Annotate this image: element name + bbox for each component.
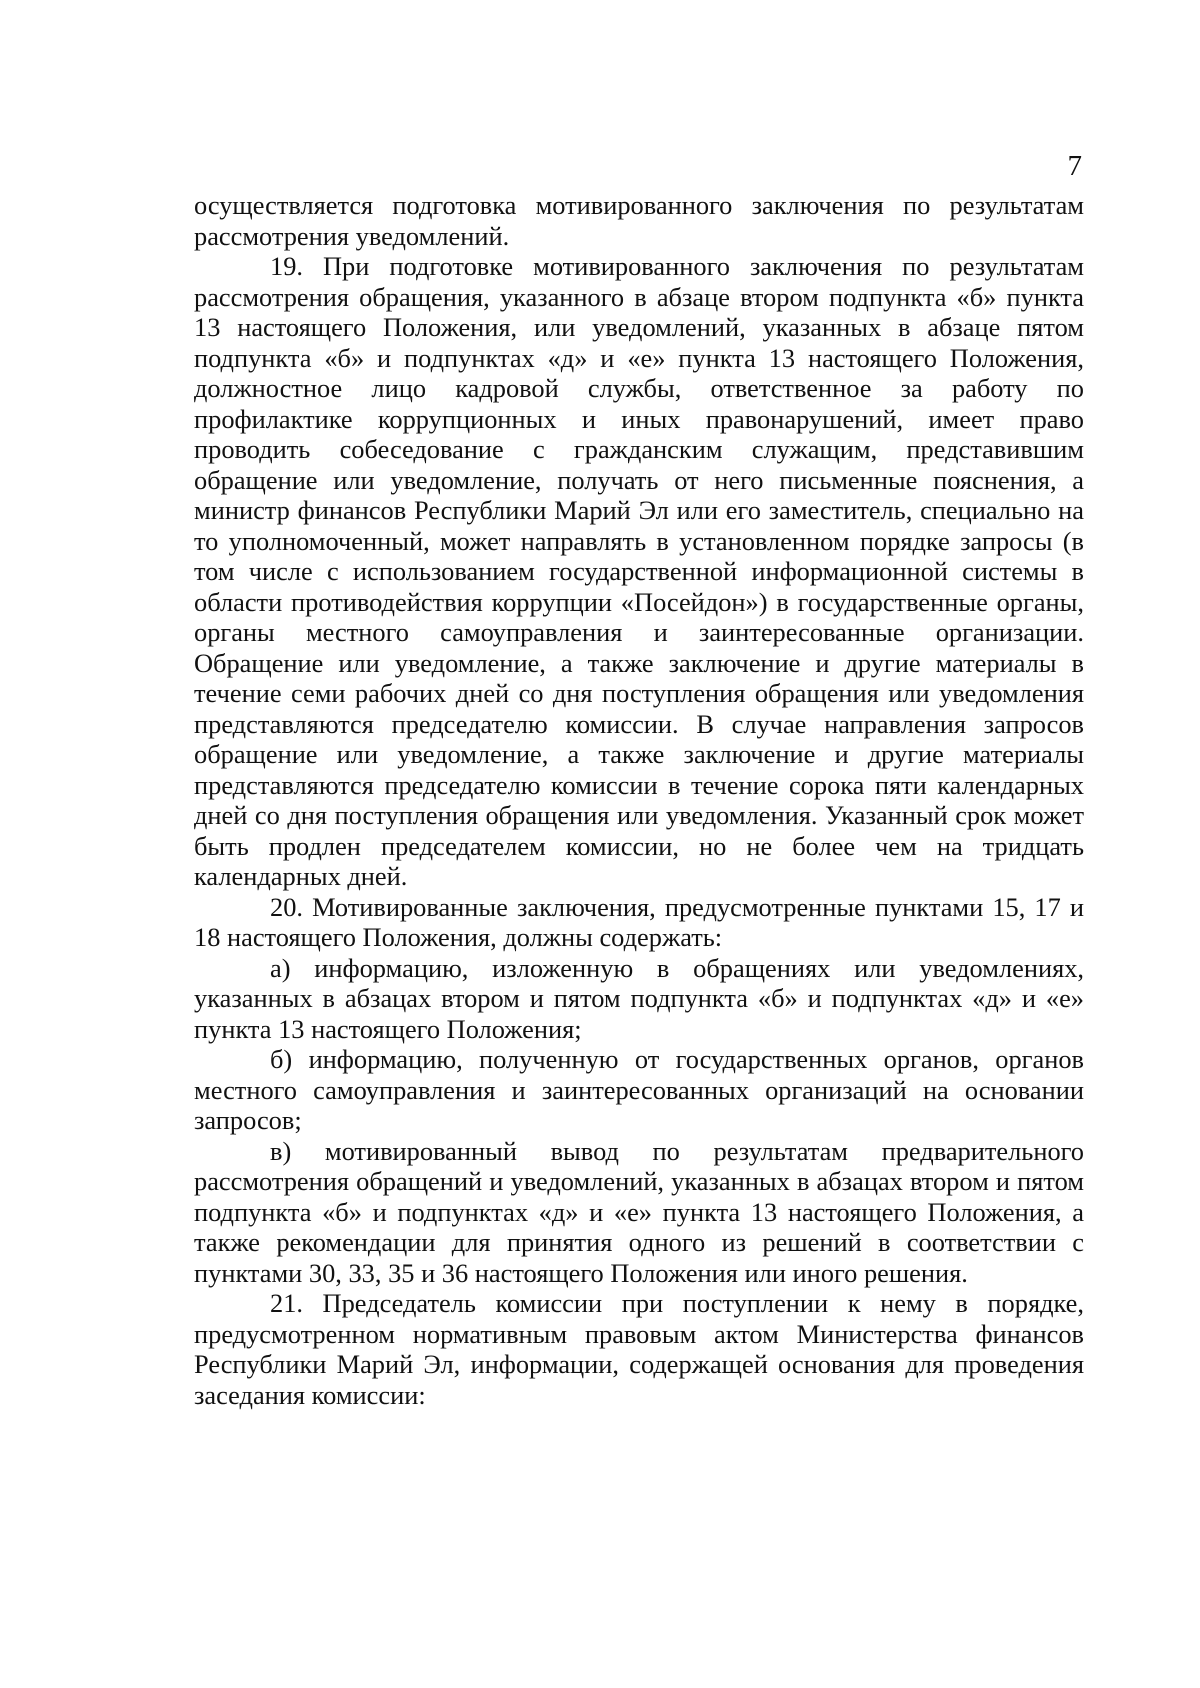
document-body <box>194 190 1084 1410</box>
paragraph-subitem-a: а) информацию, изложенную в обращениях или уведомлениях, указанных в абзацах втором и пятом подпункта «б» и подпунктах «д» и «е» пункта 13 настоящего Положения; <box>194 952 1084 1044</box>
paragraph-continuation: осуществляется подготовка мотивированного заключения по результатам рассмотрения уведомлений. <box>194 190 1084 251</box>
paragraph-item-21: 21. Председатель комиссии при поступлении к нему в порядке, предусмотренном нормативным правовым актом Министерства финансов Республики Марий Эл, информации, содержащей основания для проведения заседания комиссии: <box>194 1288 1084 1410</box>
paragraph-item-20: 20. Мотивированные заключения, предусмотренные пунктами 15, 17 и 18 настоящего Положения, должны содержать: <box>194 891 1084 952</box>
paragraph-subitem-b: б) информацию, полученную от государственных органов, органов местного самоуправления и заинтересованных организаций на основании запросов; <box>194 1044 1084 1135</box>
paragraph-subitem-v: в) мотивированный вывод по результатам предварительного рассмотрения обращений и уведомлений, указанных в абзацах втором и пятом подпункта «б» и подпунктах «д» и «е» пункта 13 настоящего Положения, а также рекомендации для принятия одного из решений в соответствии с пунктами 30, 33, 35 и 36 настоящего Положения или иного решения. <box>194 1135 1084 1288</box>
page-number: 7 <box>1067 150 1082 182</box>
paragraph-item-19: 19. При подготовке мотивированного заключения по результатам рассмотрения обращения, указанного в абзаце втором подпункта «б» пункта 13 настоящего Положения, или уведомлений, указанных в абзаце пятом подпункта «б» и подпунктах «д» и «е» пункта 13 настоящего Положения, должностное лицо кадровой службы, ответственное за работу по профилактике коррупционных и иных правонарушений, имеет право проводить собеседование с гражданским служащим, представившим обращение или уведомление, получать от него письменные пояснения, а министр финансов Республики Марий Эл или его заместитель, специально на то уполномоченный, может направлять в установленном порядке запросы (в том числе с использованием государственной информационной системы в области противодействия коррупции «Посейдон») в государственные органы, органы местного самоуправления и заинтересованные организации. Обращение или уведомление, а также заключение и другие материалы в течение семи рабочих дней со дня поступления обращения или уведомления представляются председателю комиссии. В случае направления запросов обращение или уведомление, а также заключение и другие материалы представляются председателю комиссии в течение сорока пяти календарных дней со дня поступления обращения или уведомления. Указанный срок может быть продлен председателем комиссии, но не более чем на тридцать календарных дней. <box>194 251 1084 891</box>
